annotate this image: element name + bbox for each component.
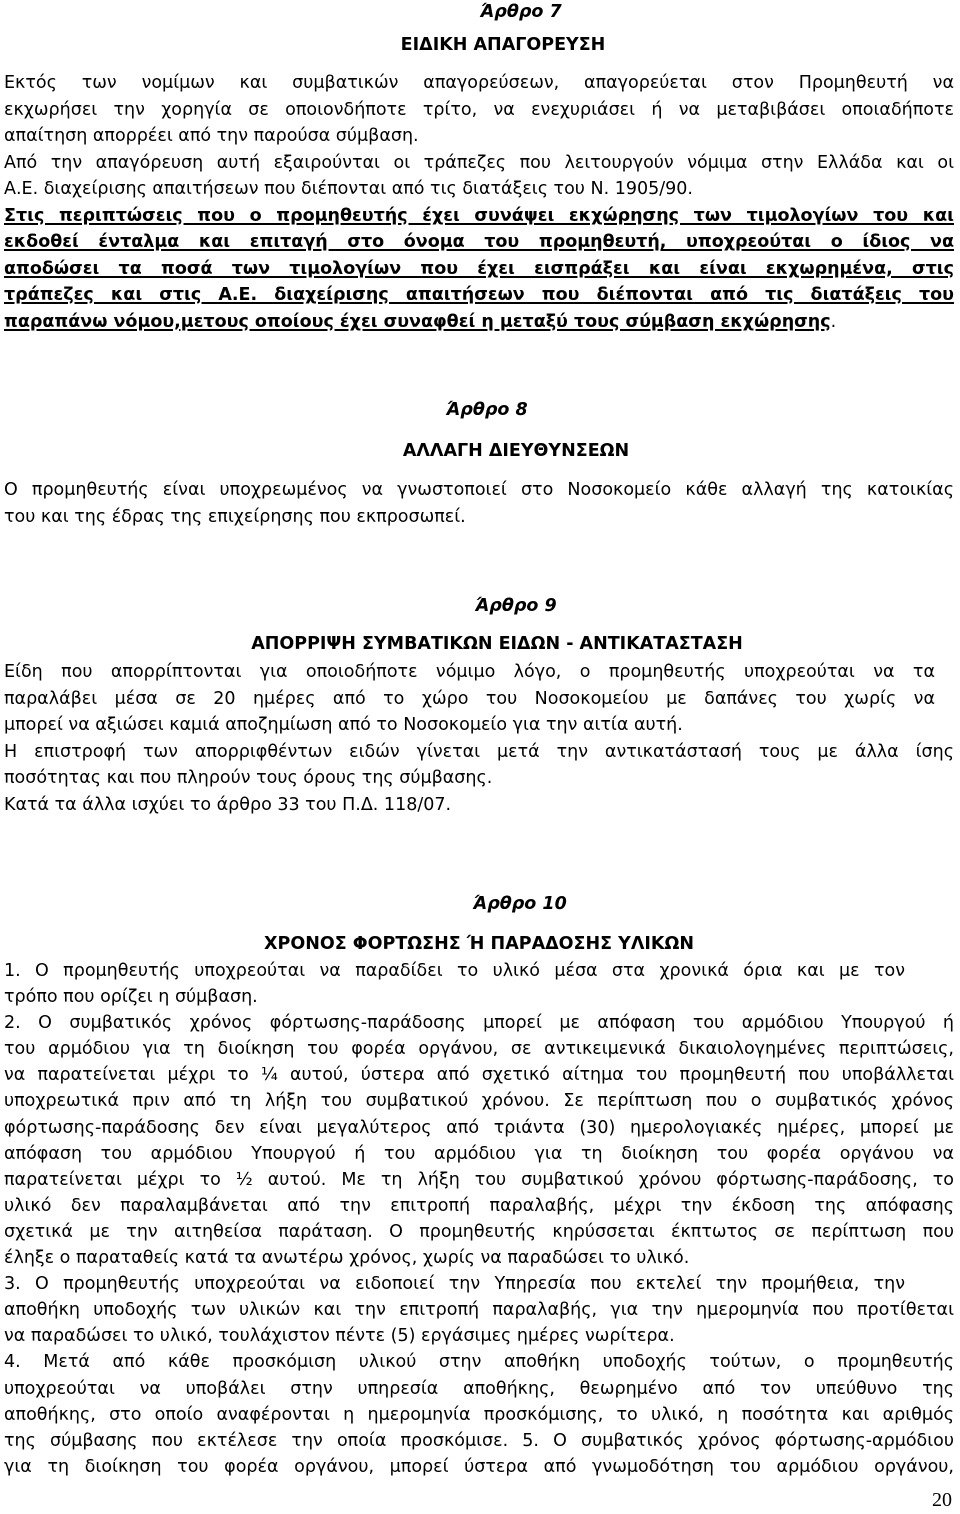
- paragraph-line: παρατείνεται μέχρι το ½ αυτού. Με τη λήξη του συμβατικού χρόνου φόρτωσης-παράδοσης, το: [4, 1169, 954, 1190]
- bold-paragraph-line: [4, 309, 954, 336]
- paragraph-line: ποσότητας και που πληρούν τους όρους της σύμβασης.: [4, 768, 493, 788]
- paragraph-line: Κατά τα άλλα ισχύει το άρθρο 33 του Π.Δ. 118/07.: [4, 794, 452, 815]
- paragraph-line: 3. Ο προμηθευτής υποχρεούται να ειδοποιεί την Υπηρεσία που εκτελεί την προμήθεια, την: [4, 1274, 905, 1295]
- article-8-heading: Άρθρο 8: [446, 400, 528, 420]
- paragraph-line: εκχωρήσει την χορηγία σε οποιονδήποτε τρίτο, να ενεχυριάσει ή να μεταβιβάσει οποιαδήποτε: [4, 99, 954, 120]
- page-number: 20: [932, 1489, 952, 1511]
- article-10-heading: Άρθρο 10: [473, 894, 567, 914]
- paragraph-line: Ο προμηθευτής είναι υποχρεωμένος να γνωστοποιεί στο Νοσοκομείο κάθε αλλαγή της κατοικίας: [4, 480, 954, 500]
- article-10-title: ΧΡΟΝΟΣ ΦΟΡΤΩΣΗΣ Ή ΠΑΡΑΔΟΣΗΣ ΥΛΙΚΩΝ: [264, 934, 694, 954]
- paragraph-line: αποθήκης, στο οποίο αναφέρονται η ημερομηνία προσκόμισης, το υλικό, η ποσότητα και αριθμός: [4, 1404, 954, 1425]
- article-9-heading: Άρθρο 9: [475, 596, 557, 616]
- bold-paragraph-line: τράπεζες και στις Α.Ε. διαχείρισης απαιτήσεων που διέπονται από τις διατάξεις του: [4, 285, 954, 305]
- paragraph-line: απαίτηση απορρέει από την παρούσα σύμβαση.: [4, 126, 419, 146]
- article-10-body: [4, 958, 954, 1480]
- paragraph-line: 4. Μετά από κάθε προσκόμιση υλικού στην αποθήκη υποδοχής τούτων, ο προμηθευτής: [4, 1352, 954, 1373]
- paragraph-line: να παρατείνεται μέχρι το ¼ αυτού, ύστερα από σχετικό αίτημα του προμηθευτή που υποβάλλεται: [4, 1065, 954, 1086]
- bold-paragraph-line: Στις περιπτώσεις που ο προμηθευτής έχει συνάψει εκχώρησης των τιμολογίων του και: [4, 205, 954, 226]
- article-9-title: ΑΠΟΡΡΙΨΗ ΣΥΜΒΑΤΙΚΩΝ ΕΙΔΩΝ - ΑΝΤΙΚΑΤΑΣΤΑΣΗ: [251, 634, 743, 654]
- bold-paragraph-line: αποδώσει τα ποσά των τιμολογίων που έχει εισπράξει και είναι εκχωρημένα, στις: [4, 258, 954, 279]
- article-8-title: ΑΛΛΑΓΗ ΔΙΕΥΘΥΝΣΕΩΝ: [402, 441, 630, 461]
- paragraph-line: 1. Ο προμηθευτής υποχρεούται να παραδίδει το υλικό μέσα στα χρονικά όρια και με τον: [4, 961, 905, 981]
- article-7-title: ΕΙΔΙΚΗ ΑΠΑΓΟΡΕΥΣΗ: [400, 35, 606, 55]
- paragraph-line: σχετικά με την αιτηθείσα παράταση. Ο προμηθευτής κηρύσσεται έκπτωτος σε περίπτωση που: [4, 1221, 954, 1242]
- paragraph-line: υποχρεούται να υποβάλει στην υπηρεσία αποθήκης, θεωρημένο από τον υπεύθυνο της: [4, 1378, 954, 1399]
- article-8-body: [4, 477, 954, 530]
- paragraph-line: Α.Ε. διαχείρισης απαιτήσεων που διέπονται από τις διατάξεις του Ν. 1905/90.: [4, 179, 693, 199]
- paragraph-line: υποχρεωτικά πριν από τη λήξη του συμβατικού χρόνου. Σε περίπτωση που ο συμβατικός χρόνος: [4, 1091, 954, 1112]
- paragraph-line: απόφαση του αρμόδιου Υπουργού ή του αρμόδιου για τη διοίκηση του φορέα οργάνου να: [4, 1143, 954, 1164]
- paragraph-line: της σύμβασης που εκτέλεσε την οποία προσκόμισε. 5. Ο συμβατικός χρόνος φόρτωσης-αρμόδιου: [4, 1430, 954, 1451]
- paragraph-line: Η επιστροφή των απορριφθέντων ειδών γίνεται μετά την αντικατάστασή τους με άλλα ίσης: [4, 741, 954, 762]
- bold-last-text: παραπάνω νόμου,μετους οποίους έχει συναφθεί η μεταξύ τους σύμβαση εκχώρησης: [4, 311, 831, 332]
- paragraph-line: να παραδώσει το υλικό, τουλάχιστον πέντε (5) εργάσιμες ημέρες νωρίτερα.: [4, 1326, 675, 1347]
- paragraph-line: μπορεί να αξιώσει καμιά αποζημίωση από το Νοσοκομείο για την αιτία αυτή.: [4, 715, 683, 735]
- paragraph-line: Εκτός των νομίμων και συμβατικών απαγορεύσεων, απαγορεύεται στον Προμηθευτή να: [4, 73, 954, 93]
- paragraph-line: τρόπο που ορίζει η σύμβαση.: [4, 987, 258, 1008]
- article-7-body: [4, 70, 954, 335]
- paragraph-line: Είδη που απορρίπτονται για οποιοδήποτε νόμιμο λόγο, ο προμηθευτής υποχρεούται να τα: [4, 662, 935, 682]
- paragraph-line: φόρτωσης-παράδοσης δεν είναι μεγαλύτερος από τριάντα (30) ημερολογιακές ημέρες, μπορεί με: [4, 1117, 954, 1138]
- article-7-heading: Άρθρο 7: [480, 2, 562, 22]
- paragraph-line: παραλάβει μέσα σε 20 ημέρες από το χώρο του Νοσοκομείου με δαπάνες του χωρίς να: [4, 688, 935, 709]
- paragraph-line: του και της έδρας της επιχείρησης που εκπροσωπεί.: [4, 506, 466, 527]
- paragraph-line: αποθήκη υποδοχής των υλικών και την επιτροπή παραλαβής, για την ημερομηνία που προτίθεται: [4, 1300, 954, 1321]
- paragraph-line: για τη διοίκηση του φορέα οργάνου, μπορεί ύστερα από γνωμοδότηση του αρμόδιου οργάνου,: [4, 1456, 954, 1477]
- paragraph-line: Από την απαγόρευση αυτή εξαιρούνται οι τράπεζες που λειτουργούν νόμιμα στην Ελλάδα και οι: [4, 152, 954, 173]
- paragraph-line: 2. Ο συμβατικός χρόνος φόρτωσης-παράδοσης μπορεί με απόφαση του αρμόδιου Υπουργού ή: [4, 1013, 954, 1034]
- paragraph-line: έληξε ο παραταθείς κατά τα ανωτέρω χρόνος, χωρίς να παραδώσει το υλικό.: [4, 1248, 690, 1269]
- paragraph-line: υλικό δεν παραλαμβάνεται από την επιτροπή παραλαβής, μέχρι την έκδοση της απόφασης: [4, 1195, 954, 1216]
- paragraph-line: του αρμόδιου για τη διοίκηση του φορέα οργάνου, σε αντικειμενικά δικαιολογημένες περιπτώσεις,: [4, 1039, 954, 1060]
- article-9-body: [4, 659, 954, 818]
- bold-paragraph-line: εκδοθεί ένταλμα και επιταγή στο όνομα του προμηθευτή, υποχρεούται ο ίδιος να: [4, 232, 954, 252]
- bold-last-period: .: [830, 311, 837, 332]
